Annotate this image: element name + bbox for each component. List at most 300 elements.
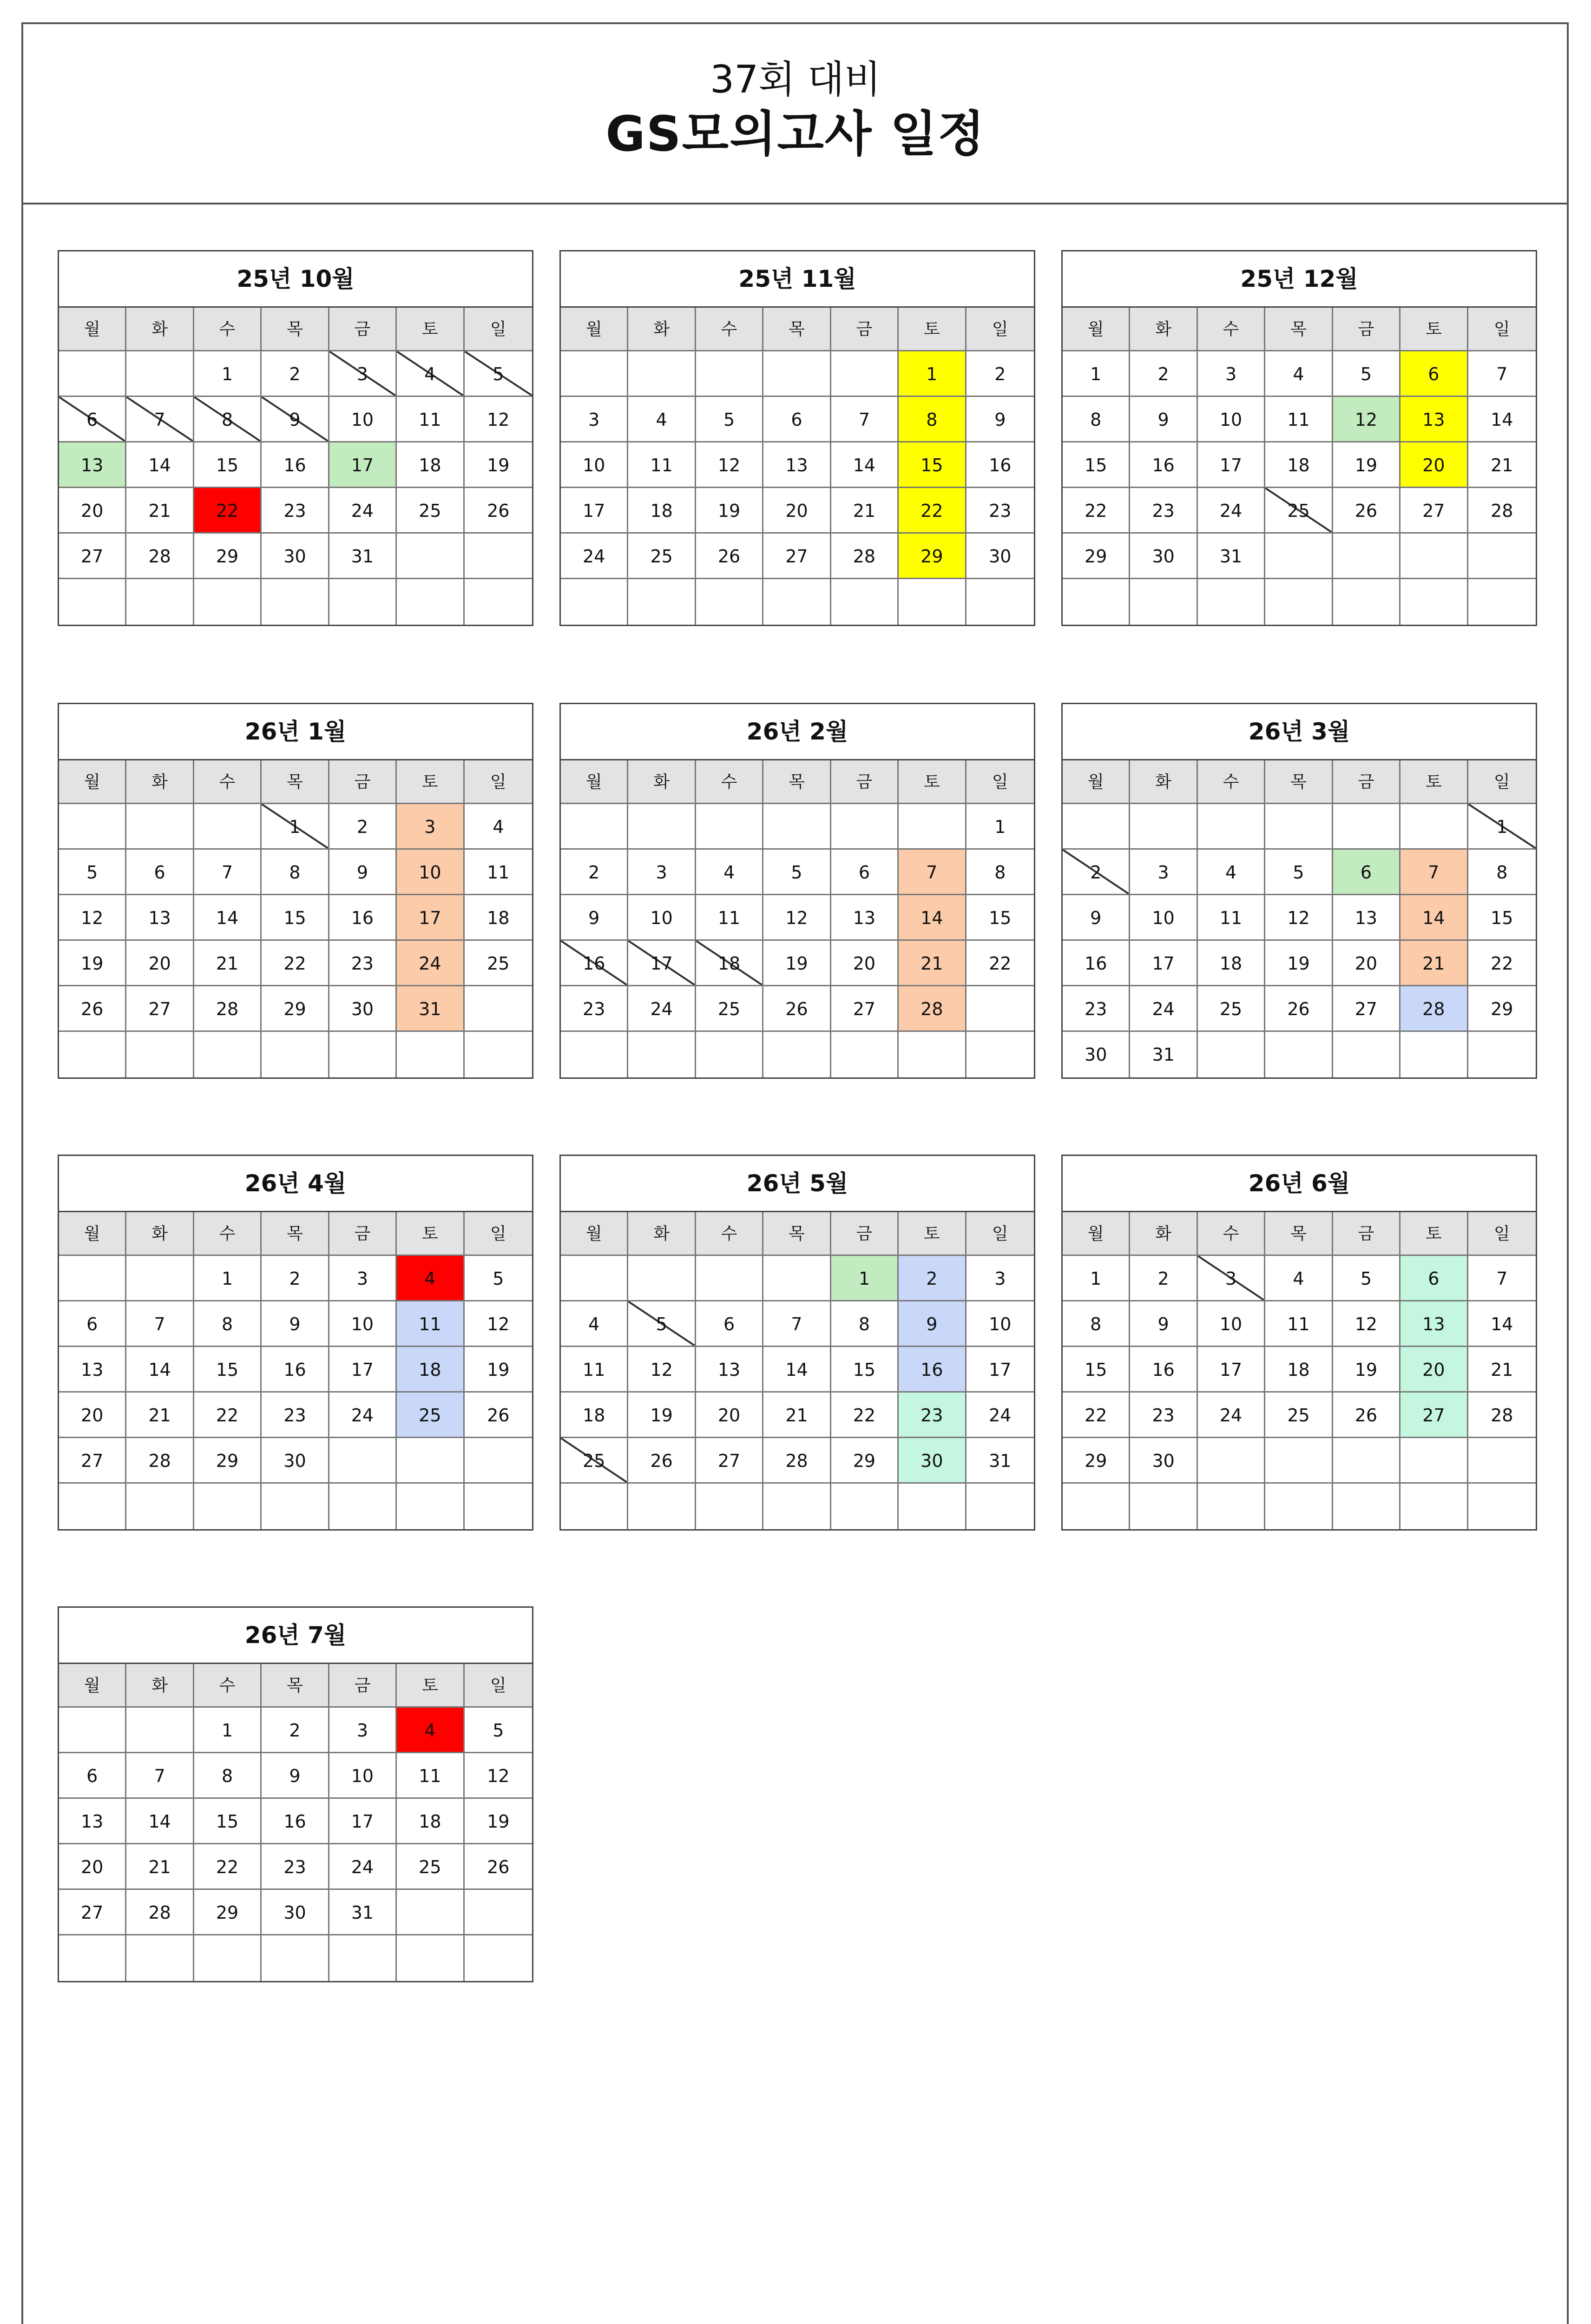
day-cell [397,534,464,579]
day-cell: 19 [1265,941,1333,986]
day-cell [899,1032,966,1077]
day-cell: 13 [696,1347,763,1393]
day-cell: 1 [831,1256,899,1301]
day-cell: 2 [966,351,1034,397]
day-cell: 15 [831,1347,899,1393]
calendar-days-grid [59,1664,532,1981]
day-cell: 23 [329,941,397,986]
day-cell [465,534,532,579]
day-cell [1198,1438,1265,1484]
weekday-header: 일 [1468,1212,1536,1256]
day-cell: 23 [1130,488,1197,534]
day-cell [1400,804,1468,850]
day-cell: 8 [194,1753,262,1799]
day-cell [1130,579,1197,625]
day-cell: 20 [126,941,194,986]
day-cell: 21 [126,1844,194,1890]
weekday-header: 토 [1400,760,1468,804]
day-cell: 16 [966,442,1034,488]
day-cell: 7 [1468,1256,1536,1301]
day-cell [1063,1484,1130,1529]
month-calendar [58,250,533,626]
day-cell: 2 [1130,1256,1197,1301]
day-cell: 17 [329,1347,397,1393]
day-cell: 7 [126,397,194,442]
day-cell: 18 [561,1393,628,1438]
day-cell: 31 [1198,534,1265,579]
weekday-header: 월 [59,1212,126,1256]
day-cell [831,1484,899,1529]
day-cell: 17 [329,442,397,488]
day-cell [59,804,126,850]
day-cell: 24 [329,1393,397,1438]
weekday-header: 월 [561,760,628,804]
month-calendar [559,703,1035,1079]
day-cell: 16 [262,1799,329,1844]
weekday-header: 금 [1333,760,1400,804]
day-cell [397,1438,464,1484]
day-cell: 5 [1333,1256,1400,1301]
day-cell [126,1032,194,1077]
day-cell: 23 [262,488,329,534]
day-cell: 8 [262,850,329,895]
day-cell: 10 [329,397,397,442]
day-cell: 4 [397,1708,464,1753]
month-calendar [559,1155,1035,1531]
day-cell: 26 [465,1844,532,1890]
day-cell: 27 [696,1438,763,1484]
day-cell [561,351,628,397]
day-cell [59,1935,126,1981]
day-cell [465,1032,532,1077]
day-cell: 5 [696,397,763,442]
day-cell: 10 [628,895,696,941]
day-cell: 24 [1198,1393,1265,1438]
day-cell [1198,1032,1265,1077]
day-cell [1198,579,1265,625]
day-cell: 10 [329,1753,397,1799]
day-cell: 18 [397,1799,464,1844]
weekday-header: 월 [59,760,126,804]
day-cell [126,1935,194,1981]
weekday-header: 화 [1130,1212,1197,1256]
day-cell [59,1708,126,1753]
day-cell: 7 [831,397,899,442]
day-cell [194,1484,262,1529]
day-cell [899,804,966,850]
day-cell: 24 [628,986,696,1032]
day-cell: 20 [59,488,126,534]
day-cell: 28 [126,1890,194,1935]
day-cell [696,579,763,625]
day-cell: 11 [397,1301,464,1347]
day-cell: 19 [465,1799,532,1844]
day-cell: 30 [1130,534,1197,579]
day-cell: 29 [1468,986,1536,1032]
day-cell: 9 [1063,895,1130,941]
day-cell: 30 [1063,1032,1130,1077]
calendar-days-grid [561,1212,1034,1529]
day-cell: 16 [262,1347,329,1393]
day-cell: 26 [1333,488,1400,534]
calendar-days-grid [1063,1212,1536,1529]
day-cell [831,804,899,850]
day-cell: 29 [1063,1438,1130,1484]
day-cell: 8 [194,397,262,442]
day-cell: 21 [126,1393,194,1438]
day-cell: 20 [763,488,831,534]
month-title: 26년 6월 [1063,1156,1536,1212]
weekday-header: 목 [763,1212,831,1256]
day-cell: 3 [329,351,397,397]
day-cell [1468,579,1536,625]
day-cell [763,1256,831,1301]
day-cell: 2 [262,1256,329,1301]
weekday-header: 목 [1265,1212,1333,1256]
day-cell: 30 [329,986,397,1032]
day-cell: 26 [763,986,831,1032]
day-cell: 1 [194,351,262,397]
weekday-header: 목 [262,1212,329,1256]
day-cell: 28 [763,1438,831,1484]
weekday-header: 금 [831,308,899,351]
day-cell: 15 [194,1799,262,1844]
day-cell: 18 [1198,941,1265,986]
day-cell [696,1032,763,1077]
day-cell: 1 [1063,1256,1130,1301]
day-cell: 6 [831,850,899,895]
day-cell: 8 [899,397,966,442]
day-cell: 27 [126,986,194,1032]
weekday-header: 목 [1265,760,1333,804]
day-cell [1333,579,1400,625]
weekday-header: 일 [465,1212,532,1256]
day-cell [465,986,532,1032]
day-cell: 14 [1468,397,1536,442]
day-cell: 18 [465,895,532,941]
day-cell: 21 [1468,442,1536,488]
day-cell: 7 [899,850,966,895]
weekday-header: 금 [329,1664,397,1708]
day-cell: 11 [1265,397,1333,442]
day-cell [465,1890,532,1935]
day-cell [628,804,696,850]
day-cell: 27 [1400,488,1468,534]
day-cell: 4 [1265,351,1333,397]
weekday-header: 일 [465,1664,532,1708]
day-cell: 13 [831,895,899,941]
day-cell: 24 [329,488,397,534]
day-cell: 10 [1198,1301,1265,1347]
day-cell [1130,804,1197,850]
day-cell [899,1484,966,1529]
day-cell: 30 [262,1890,329,1935]
day-cell: 9 [329,850,397,895]
month-title: 26년 7월 [59,1608,532,1664]
day-cell: 15 [194,1347,262,1393]
day-cell: 16 [1130,442,1197,488]
day-cell: 1 [1468,804,1536,850]
day-cell: 15 [262,895,329,941]
day-cell [465,1935,532,1981]
day-cell [1265,579,1333,625]
day-cell: 21 [831,488,899,534]
day-cell: 3 [1130,850,1197,895]
day-cell: 26 [628,1438,696,1484]
calendar-days-grid [561,308,1034,625]
day-cell: 15 [194,442,262,488]
day-cell [763,579,831,625]
day-cell [899,579,966,625]
day-cell: 19 [763,941,831,986]
day-cell: 19 [59,941,126,986]
day-cell [1333,1484,1400,1529]
day-cell: 7 [763,1301,831,1347]
day-cell: 5 [1333,351,1400,397]
weekday-header: 수 [194,1664,262,1708]
day-cell [696,351,763,397]
day-cell: 17 [1198,1347,1265,1393]
day-cell [696,804,763,850]
day-cell: 19 [696,488,763,534]
day-cell [397,1484,464,1529]
weekday-header: 화 [1130,760,1197,804]
day-cell: 26 [696,534,763,579]
day-cell: 31 [966,1438,1034,1484]
weekday-header: 목 [262,308,329,351]
day-cell [329,1438,397,1484]
weekday-header: 금 [831,1212,899,1256]
day-cell: 11 [1198,895,1265,941]
day-cell: 27 [59,1890,126,1935]
day-cell: 1 [194,1256,262,1301]
day-cell: 12 [59,895,126,941]
day-cell: 8 [831,1301,899,1347]
day-cell [397,1935,464,1981]
weekday-header: 수 [1198,760,1265,804]
day-cell [1265,1438,1333,1484]
day-cell: 13 [763,442,831,488]
weekday-header: 금 [1333,1212,1400,1256]
day-cell [59,1032,126,1077]
day-cell: 3 [561,397,628,442]
day-cell: 25 [397,1393,464,1438]
day-cell: 12 [465,1301,532,1347]
weekday-header: 목 [763,760,831,804]
day-cell: 17 [397,895,464,941]
day-cell: 22 [1468,941,1536,986]
day-cell: 18 [1265,442,1333,488]
day-cell: 23 [262,1393,329,1438]
day-cell [1265,534,1333,579]
day-cell: 12 [465,1753,532,1799]
day-cell: 2 [1130,351,1197,397]
day-cell: 6 [126,850,194,895]
day-cell: 23 [1063,986,1130,1032]
day-cell: 5 [465,1256,532,1301]
weekday-header: 금 [329,1212,397,1256]
day-cell [628,579,696,625]
day-cell: 22 [194,488,262,534]
weekday-header: 일 [1468,760,1536,804]
weekday-header: 토 [397,1212,464,1256]
day-cell: 5 [1265,850,1333,895]
day-cell: 26 [1333,1393,1400,1438]
day-cell: 21 [126,488,194,534]
day-cell: 31 [397,986,464,1032]
day-cell: 8 [1468,850,1536,895]
day-cell: 16 [561,941,628,986]
day-cell: 29 [831,1438,899,1484]
day-cell: 22 [194,1393,262,1438]
day-cell: 13 [126,895,194,941]
day-cell: 19 [1333,442,1400,488]
day-cell: 14 [899,895,966,941]
day-cell: 12 [763,895,831,941]
day-cell [628,1256,696,1301]
weekday-header: 수 [194,760,262,804]
weekday-header: 목 [262,760,329,804]
day-cell: 29 [194,1890,262,1935]
month-calendar [1061,250,1537,626]
day-cell [126,1484,194,1529]
day-cell: 22 [262,941,329,986]
day-cell: 12 [1333,397,1400,442]
day-cell [262,1032,329,1077]
weekday-header: 월 [561,308,628,351]
day-cell: 17 [329,1799,397,1844]
calendar-days-grid [59,1212,532,1529]
weekday-header: 목 [262,1664,329,1708]
day-cell: 12 [628,1347,696,1393]
weekday-header: 화 [126,760,194,804]
weekday-header: 금 [329,308,397,351]
day-cell: 6 [1400,1256,1468,1301]
day-cell: 7 [126,1301,194,1347]
day-cell [966,1484,1034,1529]
day-cell [329,1484,397,1529]
day-cell: 21 [763,1393,831,1438]
weekday-header: 일 [1468,308,1536,351]
day-cell: 15 [1063,1347,1130,1393]
weekday-header: 월 [1063,1212,1130,1256]
day-cell: 18 [397,1347,464,1393]
weekday-header: 토 [899,1212,966,1256]
day-cell: 5 [465,351,532,397]
day-cell [465,1484,532,1529]
day-cell [1400,1484,1468,1529]
weekday-header: 토 [397,1664,464,1708]
day-cell: 10 [561,442,628,488]
day-cell: 20 [1333,941,1400,986]
day-cell: 14 [126,1347,194,1393]
day-cell [1265,1032,1333,1077]
day-cell: 18 [628,488,696,534]
day-cell: 15 [966,895,1034,941]
day-cell [1468,1484,1536,1529]
weekday-header: 토 [899,308,966,351]
day-cell: 3 [1198,351,1265,397]
day-cell: 2 [262,351,329,397]
day-cell [126,1256,194,1301]
day-cell: 15 [1468,895,1536,941]
day-cell: 13 [59,1799,126,1844]
day-cell: 20 [59,1844,126,1890]
weekday-header: 토 [397,760,464,804]
month-calendar [58,703,533,1079]
day-cell [966,986,1034,1032]
day-cell: 15 [899,442,966,488]
calendar-days-grid [1063,760,1536,1077]
weekday-header: 월 [561,1212,628,1256]
day-cell: 13 [1400,1301,1468,1347]
day-cell: 20 [696,1393,763,1438]
day-cell: 5 [763,850,831,895]
day-cell: 7 [1468,351,1536,397]
calendar-days-grid [59,308,532,625]
day-cell [59,579,126,625]
day-cell: 23 [561,986,628,1032]
day-cell: 6 [59,397,126,442]
day-cell: 6 [696,1301,763,1347]
weekday-header: 일 [465,308,532,351]
day-cell: 1 [1063,351,1130,397]
day-cell: 26 [1265,986,1333,1032]
day-cell: 22 [1063,488,1130,534]
weekday-header: 일 [966,1212,1034,1256]
day-cell: 24 [561,534,628,579]
day-cell: 12 [465,397,532,442]
day-cell: 22 [194,1844,262,1890]
day-cell [1333,804,1400,850]
day-cell: 27 [831,986,899,1032]
month-title: 25년 12월 [1063,251,1536,308]
day-cell [126,579,194,625]
day-cell: 13 [59,442,126,488]
day-cell: 10 [966,1301,1034,1347]
day-cell [262,1935,329,1981]
day-cell: 9 [1130,1301,1197,1347]
day-cell: 20 [1400,442,1468,488]
month-calendar [1061,1155,1537,1531]
day-cell [1400,1438,1468,1484]
day-cell [966,1032,1034,1077]
day-cell: 5 [59,850,126,895]
weekday-header: 월 [59,1664,126,1708]
calendar-days-grid [561,760,1034,1077]
month-calendar [559,250,1035,626]
month-calendar [58,1155,533,1531]
month-calendar [58,1606,533,1982]
day-cell: 13 [1333,895,1400,941]
day-cell: 24 [397,941,464,986]
day-cell [126,804,194,850]
month-title: 25년 10월 [59,251,532,308]
day-cell [194,804,262,850]
weekday-header: 화 [1130,308,1197,351]
day-cell: 2 [262,1708,329,1753]
day-cell [329,579,397,625]
day-cell: 10 [1198,397,1265,442]
day-cell: 4 [1198,850,1265,895]
weekday-header: 토 [397,308,464,351]
day-cell: 9 [262,1301,329,1347]
month-title: 25년 11월 [561,251,1034,308]
day-cell: 4 [397,1256,464,1301]
day-cell: 30 [262,534,329,579]
day-cell: 28 [1468,488,1536,534]
day-cell: 14 [126,1799,194,1844]
